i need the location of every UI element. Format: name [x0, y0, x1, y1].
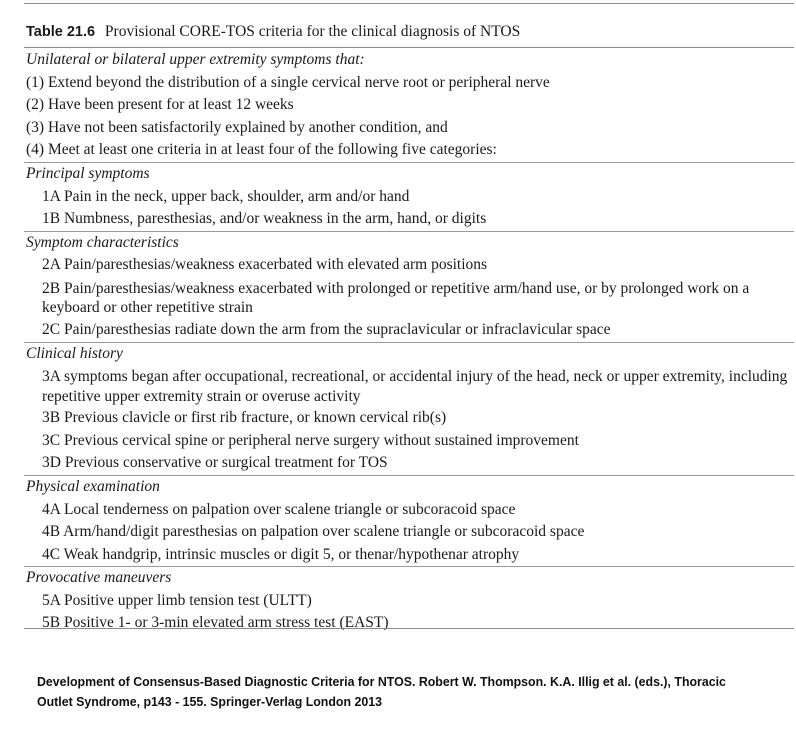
section-physical-examination: [24, 475, 794, 566]
criterion-3d: 3D Previous conservative or surgical treatment for TOS: [42, 454, 388, 472]
intro-item: (2) Have been present for at least 12 weeks: [26, 96, 294, 114]
criterion-3b: 3B Previous clavicle or first rib fracture, or known cervical rib(s): [42, 409, 447, 427]
criterion-4c: 4C Weak handgrip, intrinsic muscles or digit 5, or thenar/hypothenar atrophy: [42, 545, 520, 563]
citation-line-2: Outlet Syndrome, p143 - 155. Springer-Verlag London 2013: [37, 694, 382, 709]
section-principal-symptoms: [24, 162, 794, 231]
criterion-5a: 5A Positive upper limb tension test (ULTT): [42, 591, 312, 609]
table-header-rule: [24, 47, 794, 48]
criterion-5b: 5B Positive 1- or 3-min elevated arm stress test (EAST): [42, 614, 389, 632]
section-clinical-history: [24, 342, 794, 475]
table-bottom-rule: [24, 628, 794, 629]
section-heading: Symptom characteristics: [26, 233, 179, 251]
criterion-4b: 4B Arm/hand/digit paresthesias on palpation over scalene triangle or subcoracoid space: [42, 523, 585, 541]
table-label: Table 21.6: [26, 24, 96, 40]
table-body: [24, 49, 794, 635]
criterion-1b: 1B Numbness, paresthesias, and/or weakness in the arm, hand, or digits: [42, 210, 487, 228]
intro-item: (1) Extend beyond the distribution of a single cervical nerve root or peripheral nerve: [26, 73, 550, 91]
source-citation: [37, 672, 725, 712]
intro-section: [24, 49, 794, 162]
section-heading: Provocative maneuvers: [26, 569, 172, 587]
intro-item: (3) Have not been satisfactorily explained by another condition, and: [26, 118, 448, 136]
section-provocative-maneuvers: [24, 566, 794, 635]
criterion-1a: 1A Pain in the neck, upper back, shoulder, arm and/or hand: [42, 187, 410, 205]
table-caption: [26, 22, 520, 42]
citation-line-1: Development of Consensus-Based Diagnostic Criteria for NTOS. Robert W. Thompson. K.A. Illig et al. (eds.), Thoracic: [37, 674, 726, 689]
table-title: Provisional CORE-TOS criteria for the clinical diagnosis of NTOS: [104, 23, 521, 40]
section-heading: Physical examination: [26, 477, 160, 495]
section-heading: Principal symptoms: [26, 164, 150, 182]
criterion-2a: 2A Pain/paresthesias/weakness exacerbated with elevated arm positions: [42, 256, 488, 274]
criterion-3a: 3A symptoms began after occupational, recreational, or accidental injury of the head, neck or upper extremity, including repetitive upper extremity strain or overuse activity: [42, 368, 788, 405]
intro-heading: Unilateral or bilateral upper extremity symptoms that:: [26, 51, 365, 68]
intro-item: (4) Meet at least one criteria in at least four of the following five categories:: [26, 141, 497, 159]
section-symptom-characteristics: [24, 231, 794, 342]
table-top-rule: [24, 3, 794, 4]
criterion-4a: 4A Local tenderness on palpation over scalene triangle or subcoracoid space: [42, 500, 516, 518]
section-heading: Clinical history: [26, 344, 123, 362]
criterion-3c: 3C Previous cervical spine or peripheral nerve surgery without sustained improvement: [42, 431, 579, 449]
criterion-2b: 2B Pain/paresthesias/weakness exacerbated with prolonged or repetitive arm/hand use, or by prolonged work on a keyboard or other repetitive strain: [42, 279, 750, 317]
criterion-2c: 2C Pain/paresthesias radiate down the arm from the supraclavicular or infraclavicular space: [42, 320, 611, 338]
